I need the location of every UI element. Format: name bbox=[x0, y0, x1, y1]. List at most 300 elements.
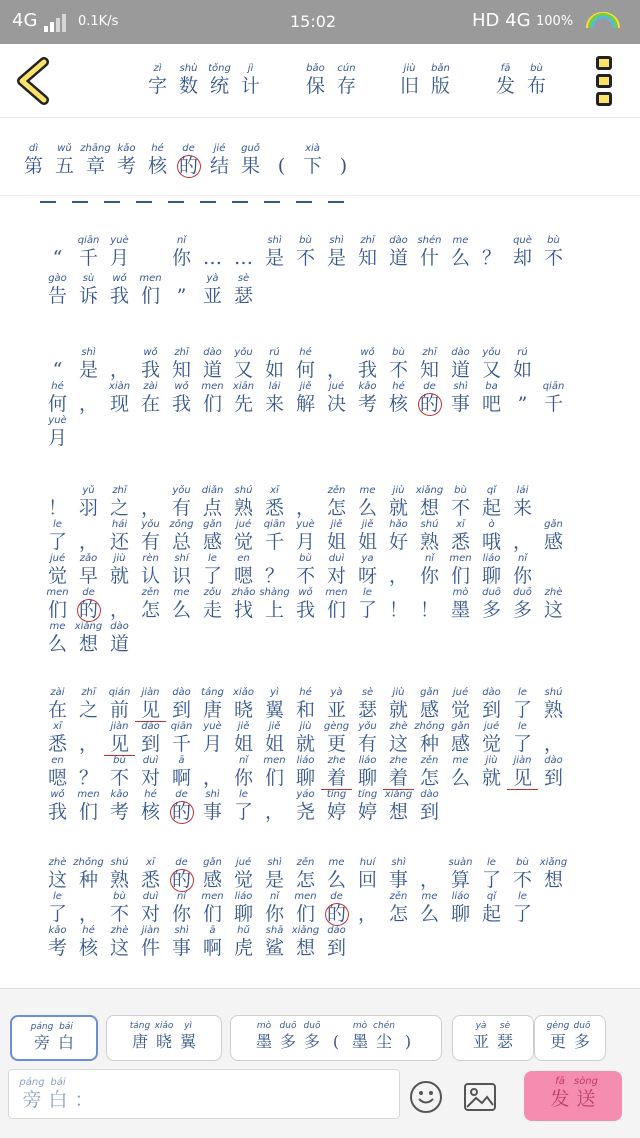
hanzi: 我 bbox=[109, 285, 129, 307]
pinyin: dào bbox=[141, 721, 160, 732]
pinyin bbox=[414, 856, 445, 869]
pinyin: gǎn bbox=[203, 857, 222, 868]
pinyin: jì bbox=[247, 63, 254, 74]
paragraph-line bbox=[42, 346, 538, 382]
save-button[interactable] bbox=[300, 62, 362, 102]
pinyin: zǎo bbox=[79, 553, 98, 564]
word bbox=[228, 924, 259, 960]
pinyin bbox=[321, 346, 352, 359]
word bbox=[135, 484, 166, 520]
hanzi: 到 bbox=[326, 937, 346, 959]
hanzi: 就 bbox=[295, 733, 315, 755]
word bbox=[445, 552, 476, 588]
word bbox=[228, 856, 259, 892]
hanzi: 多 bbox=[573, 1032, 590, 1051]
hanzi: 有 bbox=[357, 733, 377, 755]
pinyin bbox=[73, 754, 104, 767]
word bbox=[135, 856, 166, 892]
hanzi: 是 bbox=[264, 247, 284, 269]
pinyin: le bbox=[518, 687, 527, 698]
pinyin: zhǎo bbox=[231, 587, 256, 598]
pinyin: men bbox=[325, 587, 348, 598]
word bbox=[135, 552, 166, 588]
word bbox=[507, 518, 538, 554]
word bbox=[73, 754, 104, 790]
hanzi bbox=[135, 247, 166, 270]
pinyin bbox=[42, 234, 73, 247]
word bbox=[135, 518, 166, 554]
pinyin: me bbox=[173, 587, 190, 598]
word bbox=[414, 720, 445, 756]
hanzi: 了 bbox=[47, 903, 67, 925]
word bbox=[42, 234, 73, 270]
pinyin: yà bbox=[475, 1021, 487, 1031]
pinyin: dào bbox=[482, 687, 501, 698]
pinyin: bù bbox=[547, 235, 560, 246]
hanzi: 计 bbox=[240, 75, 260, 97]
paragraph-line bbox=[42, 414, 73, 450]
pinyin: qiān bbox=[542, 381, 565, 392]
hanzi: 你 bbox=[419, 565, 439, 587]
word bbox=[142, 62, 173, 98]
pinyin: páng bbox=[30, 1022, 54, 1032]
paragraph-line bbox=[42, 272, 259, 308]
word bbox=[290, 346, 321, 382]
hanzi: 你 bbox=[512, 565, 532, 587]
hanzi: ： bbox=[74, 1089, 94, 1111]
word bbox=[197, 720, 228, 756]
hanzi: ！ bbox=[388, 599, 408, 621]
pinyin: xiǎng bbox=[415, 485, 444, 496]
more-characters-chip[interactable] bbox=[534, 1015, 606, 1061]
hanzi: 是 bbox=[264, 869, 284, 891]
word bbox=[321, 586, 352, 622]
pinyin bbox=[42, 484, 73, 497]
pinyin: guǒ bbox=[241, 143, 260, 154]
pinyin bbox=[414, 586, 445, 599]
pinyin: wǔ bbox=[57, 143, 72, 154]
pinyin: xiǎo bbox=[233, 687, 254, 698]
word bbox=[259, 788, 290, 824]
hanzi: 婷 bbox=[357, 801, 377, 823]
pinyin: duì bbox=[328, 553, 345, 564]
pinyin: shì bbox=[453, 381, 468, 392]
word bbox=[166, 380, 197, 416]
pinyin: xiǎng bbox=[291, 925, 320, 936]
hanzi: 亚 bbox=[472, 1032, 489, 1051]
word bbox=[166, 754, 197, 790]
word bbox=[73, 686, 104, 722]
pinyin: cún bbox=[337, 63, 356, 74]
hanzi: 认 bbox=[140, 565, 160, 587]
hanzi: ， bbox=[388, 565, 408, 587]
character-chip-narrator[interactable] bbox=[10, 1015, 98, 1061]
word bbox=[166, 856, 197, 892]
word bbox=[19, 1076, 45, 1112]
word bbox=[45, 1076, 71, 1112]
word bbox=[507, 380, 538, 416]
pinyin: tǒng bbox=[208, 63, 231, 74]
pinyin: bù bbox=[516, 857, 529, 868]
pinyin bbox=[259, 788, 290, 801]
pinyin bbox=[396, 1021, 420, 1032]
pinyin: wǒ bbox=[298, 587, 313, 598]
hanzi: 觉 bbox=[233, 869, 253, 891]
pinyin: gèng bbox=[546, 1021, 570, 1031]
pinyin: zhī bbox=[112, 485, 127, 496]
hanzi: 觉 bbox=[481, 733, 501, 755]
word bbox=[128, 1021, 152, 1052]
word bbox=[259, 586, 290, 622]
word bbox=[173, 142, 204, 178]
word bbox=[383, 234, 414, 270]
word bbox=[166, 272, 197, 308]
pinyin: kǎo bbox=[48, 925, 67, 936]
paragraph-line bbox=[42, 234, 569, 270]
old-version-button[interactable] bbox=[394, 62, 456, 102]
image-icon[interactable] bbox=[464, 1083, 496, 1111]
pinyin: kǎo bbox=[358, 381, 377, 392]
word bbox=[290, 484, 321, 520]
publish-button[interactable] bbox=[490, 62, 552, 102]
hanzi: 月 bbox=[295, 531, 315, 553]
hanzi: 是 bbox=[78, 359, 98, 381]
hanzi: 感 bbox=[202, 869, 222, 891]
word bbox=[383, 586, 414, 622]
word bbox=[383, 686, 414, 722]
word bbox=[42, 552, 73, 588]
hanzi: 嗯 bbox=[47, 767, 67, 789]
word bbox=[570, 1021, 594, 1052]
word bbox=[104, 586, 135, 622]
hanzi: 对 bbox=[326, 565, 346, 587]
hanzi: 不 bbox=[543, 247, 563, 269]
word bbox=[538, 686, 569, 722]
word bbox=[476, 234, 507, 270]
pinyin: jiě bbox=[237, 721, 250, 732]
pinyin: jué bbox=[483, 721, 500, 732]
word bbox=[166, 484, 197, 520]
pinyin: gǎn bbox=[420, 687, 439, 698]
hanzi: 想 bbox=[78, 633, 98, 655]
pinyin: xiǎng bbox=[74, 621, 103, 632]
word bbox=[425, 62, 456, 98]
hanzi: 发 bbox=[495, 75, 515, 97]
word bbox=[73, 856, 104, 892]
word bbox=[352, 856, 383, 892]
word bbox=[476, 754, 507, 790]
hanzi: 么 bbox=[47, 633, 67, 655]
word bbox=[228, 272, 259, 308]
hanzi: 更 bbox=[326, 733, 346, 755]
word bbox=[414, 234, 445, 270]
word bbox=[290, 380, 321, 416]
pinyin: yì bbox=[270, 687, 279, 698]
character-chip-arthur[interactable] bbox=[452, 1015, 534, 1061]
hanzi: 啊 bbox=[171, 767, 191, 789]
story-content[interactable] bbox=[0, 196, 640, 988]
hanzi: 多 bbox=[279, 1032, 296, 1051]
word bbox=[414, 346, 445, 382]
send-button[interactable] bbox=[524, 1071, 622, 1121]
emoji-icon[interactable] bbox=[410, 1081, 442, 1113]
pinyin: mò bbox=[256, 1021, 272, 1031]
hanzi: 第 bbox=[23, 155, 43, 177]
hanzi: 现 bbox=[109, 393, 129, 415]
hanzi: ， bbox=[78, 903, 98, 925]
pinyin: yǒu bbox=[482, 347, 501, 358]
word bbox=[469, 1021, 493, 1052]
hanzi: 悉 bbox=[47, 733, 67, 755]
pinyin: yà bbox=[206, 273, 219, 284]
hanzi: 考 bbox=[357, 393, 377, 415]
word bbox=[352, 234, 383, 270]
network-indicator: 4G bbox=[12, 10, 38, 31]
hanzi: 们 bbox=[450, 565, 470, 587]
back-arrow-icon[interactable] bbox=[14, 56, 54, 106]
pinyin: yǒu bbox=[358, 721, 377, 732]
pinyin: jué bbox=[328, 381, 345, 392]
pinyin: zěn bbox=[420, 755, 439, 766]
pinyin bbox=[104, 586, 135, 599]
hanzi: 就 bbox=[388, 699, 408, 721]
hanzi: 件 bbox=[140, 937, 160, 959]
hanzi: 多 bbox=[303, 1032, 320, 1051]
pinyin: ā bbox=[209, 925, 216, 936]
more-menu-icon[interactable] bbox=[596, 54, 616, 108]
pinyin: táng bbox=[201, 687, 224, 698]
pinyin: zhè bbox=[48, 857, 67, 868]
pinyin: shì bbox=[391, 857, 406, 868]
pinyin bbox=[352, 890, 383, 903]
hanzi: 感 bbox=[450, 733, 470, 755]
word bbox=[228, 484, 259, 520]
pinyin bbox=[166, 272, 197, 285]
word-count-button[interactable] bbox=[142, 62, 266, 102]
hanzi: ， bbox=[78, 393, 98, 415]
word bbox=[328, 142, 359, 178]
pinyin: jiě bbox=[330, 519, 343, 530]
hanzi: 唐 bbox=[202, 699, 222, 721]
word bbox=[507, 552, 538, 588]
pinyin: rèn bbox=[142, 553, 159, 564]
pinyin: jiù bbox=[392, 485, 405, 496]
word bbox=[166, 924, 197, 960]
hanzi: 见 bbox=[507, 767, 538, 790]
character-chip-mo-duoduo[interactable] bbox=[230, 1015, 442, 1061]
hanzi: 果 bbox=[240, 155, 260, 177]
character-chip-tang-xiaoyi[interactable] bbox=[106, 1015, 222, 1061]
pinyin: chén bbox=[373, 1021, 395, 1031]
clock: 15:02 bbox=[290, 12, 337, 31]
pinyin: jiě bbox=[299, 381, 312, 392]
word bbox=[538, 856, 569, 892]
hanzi: 千 bbox=[543, 393, 563, 415]
hanzi: 核 bbox=[388, 393, 408, 415]
hanzi: 如 bbox=[264, 359, 284, 381]
hanzi: 羽 bbox=[78, 497, 98, 519]
hanzi: 却 bbox=[512, 247, 532, 269]
pinyin: lái bbox=[268, 381, 281, 392]
word bbox=[383, 346, 414, 382]
hanzi: 走 bbox=[202, 599, 222, 621]
hanzi: 知 bbox=[419, 359, 439, 381]
hanzi: 们 bbox=[202, 903, 222, 925]
hanzi: 熟 bbox=[419, 531, 439, 553]
word bbox=[259, 686, 290, 722]
hanzi: ， bbox=[419, 869, 439, 891]
word bbox=[507, 720, 538, 756]
word bbox=[166, 346, 197, 382]
pinyin: men bbox=[46, 587, 69, 598]
pinyin bbox=[266, 142, 297, 155]
hanzi: 起 bbox=[481, 903, 501, 925]
hanzi: ( bbox=[277, 155, 286, 177]
word bbox=[259, 380, 290, 416]
pinyin: yuè bbox=[48, 415, 67, 426]
hanzi: 我 bbox=[357, 359, 377, 381]
pinyin: nǐ bbox=[176, 891, 187, 902]
hanzi: 送 bbox=[576, 1088, 596, 1110]
pinyin: le bbox=[363, 587, 372, 598]
hanzi: 熟 bbox=[109, 869, 129, 891]
pinyin: liáo bbox=[234, 891, 253, 902]
word bbox=[228, 518, 259, 554]
word bbox=[104, 686, 135, 722]
pinyin: lái bbox=[516, 485, 529, 496]
pinyin bbox=[197, 234, 228, 247]
word bbox=[42, 856, 73, 892]
pinyin: zhī bbox=[81, 687, 96, 698]
pinyin: bù bbox=[113, 891, 126, 902]
pinyin: hé bbox=[299, 347, 312, 358]
pinyin: bái bbox=[59, 1022, 73, 1032]
pinyin: wǒ bbox=[50, 789, 65, 800]
hanzi: 想 bbox=[388, 801, 408, 823]
pinyin: qǐ bbox=[486, 891, 497, 902]
paragraph-line bbox=[42, 552, 538, 588]
pinyin: liáo bbox=[296, 755, 315, 766]
hanzi: 下 bbox=[302, 155, 322, 177]
word bbox=[42, 414, 73, 450]
word bbox=[135, 234, 166, 270]
pinyin: zhè bbox=[110, 925, 129, 936]
hanzi: 的 bbox=[170, 869, 194, 892]
pinyin: duì bbox=[142, 755, 159, 766]
word bbox=[538, 586, 569, 622]
hanzi: 道 bbox=[388, 247, 408, 269]
word bbox=[54, 1022, 78, 1053]
hanzi: 发 bbox=[550, 1088, 570, 1110]
word bbox=[321, 720, 352, 756]
pinyin: zhè bbox=[544, 587, 563, 598]
hanzi: 如 bbox=[512, 359, 532, 381]
paragraph-line bbox=[42, 924, 352, 960]
pinyin: me bbox=[452, 235, 469, 246]
message-input[interactable] bbox=[8, 1069, 400, 1119]
hanzi: 点 bbox=[202, 497, 222, 519]
pinyin: jiù bbox=[113, 553, 126, 564]
pinyin: zǒu bbox=[203, 587, 222, 598]
hanzi: 种 bbox=[78, 869, 98, 891]
word bbox=[321, 380, 352, 416]
pinyin: zǒng bbox=[169, 519, 194, 530]
word bbox=[290, 586, 321, 622]
pinyin: duō bbox=[482, 587, 501, 598]
hanzi: 起 bbox=[481, 497, 501, 519]
pinyin: páng bbox=[19, 1077, 45, 1088]
hanzi: ) bbox=[404, 1032, 412, 1051]
paragraph-line bbox=[42, 720, 569, 756]
word bbox=[445, 720, 476, 756]
hanzi: 旧 bbox=[399, 75, 419, 97]
pinyin: yǒu bbox=[234, 347, 253, 358]
word bbox=[521, 62, 552, 98]
hanzi: 翼 bbox=[264, 699, 284, 721]
hanzi: 熟 bbox=[233, 497, 253, 519]
word bbox=[166, 720, 197, 756]
word bbox=[197, 552, 228, 588]
hanzi: ， bbox=[264, 801, 284, 823]
hanzi: 千 bbox=[78, 247, 98, 269]
hanzi: 又 bbox=[233, 359, 253, 381]
word bbox=[290, 234, 321, 270]
hanzi: 了 bbox=[481, 869, 501, 891]
pinyin: men bbox=[139, 273, 162, 284]
pinyin: le bbox=[518, 721, 527, 732]
hanzi: 是 bbox=[326, 247, 346, 269]
pinyin: tíng bbox=[326, 789, 347, 800]
pinyin: zhǒng bbox=[73, 857, 104, 868]
word bbox=[135, 586, 166, 622]
pinyin: kǎo bbox=[110, 789, 129, 800]
pinyin: le bbox=[239, 789, 248, 800]
word bbox=[321, 346, 352, 382]
chapter-title-bar bbox=[0, 118, 640, 196]
hanzi: 觉 bbox=[47, 565, 67, 587]
word bbox=[259, 346, 290, 382]
word bbox=[42, 720, 73, 756]
pinyin: shì bbox=[81, 347, 96, 358]
hanzi: 就 bbox=[109, 565, 129, 587]
hanzi: … bbox=[234, 247, 253, 269]
pinyin: zhè bbox=[389, 721, 408, 732]
hanzi: 先 bbox=[233, 393, 253, 415]
hanzi: 字 bbox=[147, 75, 167, 97]
paragraph-line bbox=[42, 686, 569, 722]
hanzi: 了 bbox=[357, 599, 377, 621]
pinyin: què bbox=[513, 235, 532, 246]
hanzi: 事 bbox=[450, 393, 470, 415]
pinyin: me bbox=[49, 621, 66, 632]
word bbox=[331, 62, 362, 98]
pinyin: bái bbox=[50, 1077, 66, 1088]
pinyin: qiān bbox=[263, 519, 286, 530]
word bbox=[352, 552, 383, 588]
hanzi: 知 bbox=[171, 359, 191, 381]
pinyin: yǔ bbox=[82, 485, 95, 496]
hanzi: 和 bbox=[295, 699, 315, 721]
word bbox=[104, 484, 135, 520]
hanzi: 总 bbox=[171, 531, 191, 553]
hanzi: ， bbox=[78, 733, 98, 755]
hanzi: 考 bbox=[116, 155, 136, 177]
word bbox=[135, 272, 166, 308]
word bbox=[445, 890, 476, 926]
hanzi: 数 bbox=[178, 75, 198, 97]
word bbox=[152, 1021, 176, 1052]
pinyin: bù bbox=[299, 553, 312, 564]
